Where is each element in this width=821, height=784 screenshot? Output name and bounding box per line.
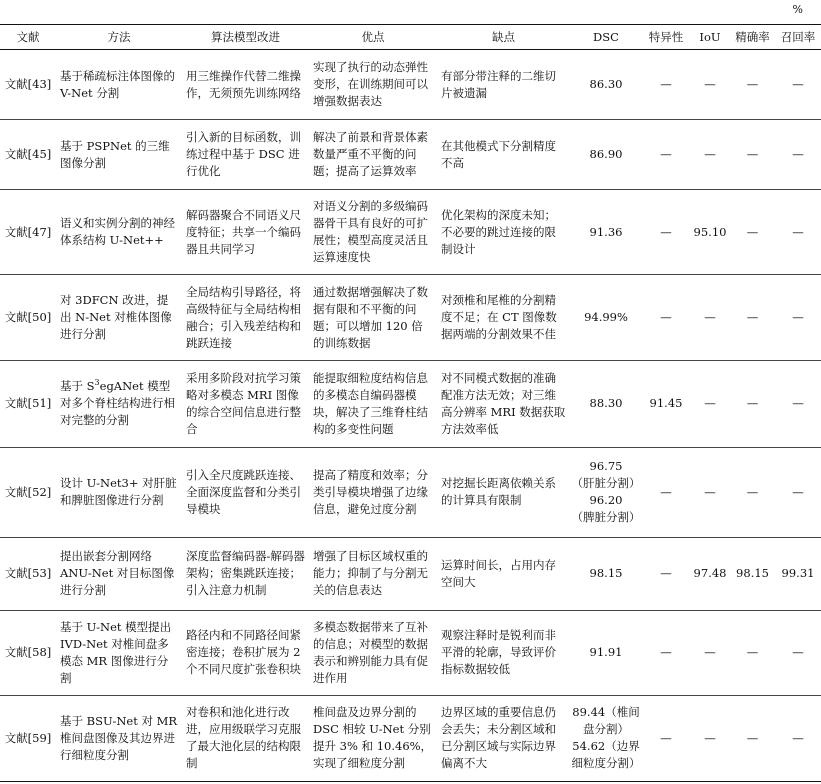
- advantages-cell: 通过数据增强解决了数据有限和不平衡的问题；可以增加 120 倍的训练数据: [313, 284, 428, 350]
- advantages-cell: 提高了精度和效率；分类引导模块增强了边缘信息，避免过度分割: [313, 467, 428, 516]
- specificity-cell: —: [660, 310, 672, 325]
- dsc-line: （肝脏分割）: [571, 476, 641, 491]
- table-row: [0, 275, 821, 361]
- method-cell: 设计 U-Net3+ 对肝脏和脾脏图像进行分割: [60, 476, 177, 508]
- recall-cell: —: [792, 484, 804, 499]
- header-recall: 召回率: [780, 29, 816, 44]
- header-ref: 文献: [16, 29, 40, 44]
- precision-cell: —: [746, 224, 759, 239]
- recall-cell: —: [792, 77, 804, 92]
- iou-cell: —: [704, 645, 716, 660]
- iou-cell: —: [704, 77, 716, 92]
- specificity-cell: —: [660, 566, 672, 581]
- disadvantages-cell: 边界区域的重要信息仍会丢失；未分割区域和已分割区域与实际边界偏离不大: [441, 705, 556, 771]
- table-row: [0, 190, 821, 275]
- specificity-cell: —: [660, 730, 672, 745]
- method-cell: 基于 BSU-Net 对 MR 椎间盘图像及其边界进行细粒度分割: [60, 713, 178, 762]
- dsc-line: （脾脏分割）: [571, 510, 641, 525]
- improvement-cell: 深度监督编码器-解码器架构；密集跳跃连接；引入注意力机制: [186, 549, 305, 598]
- unit-label: %: [792, 3, 803, 16]
- precision-cell: —: [746, 730, 759, 745]
- iou-cell: —: [704, 396, 716, 411]
- method-suffix: egANet 模型对多个脊柱结构进行相对完整的分割: [60, 379, 175, 428]
- improvement-cell: 用三维操作代替二维操作，无须预先训练网络: [186, 68, 301, 100]
- dsc-line: 细粒度分割）: [571, 756, 641, 771]
- dsc-line: 盘分割）: [583, 722, 629, 737]
- dsc-cell: 91.91: [589, 645, 623, 660]
- advantages-cell: 能提取细粒度结构信息的多模态自编码器模块，解决了三维脊柱结构的多变性问题: [313, 370, 428, 436]
- dsc-cell: 88.30: [589, 396, 623, 411]
- ref-cell: 文献[51]: [4, 396, 52, 411]
- dsc-cell: 86.30: [589, 77, 623, 92]
- specificity-cell: —: [660, 484, 672, 499]
- iou-cell: 95.10: [693, 224, 727, 239]
- table-row: [0, 361, 821, 447]
- dsc-line: 96.75: [589, 459, 623, 474]
- disadvantages-cell: 优化架构的深度未知；不必要的跳过连接的限制设计: [441, 207, 556, 256]
- dsc-cell: 86.90: [589, 147, 623, 162]
- comparison-table: [0, 24, 821, 782]
- disadvantages-cell: 运算时间长，占用内存空间大: [441, 557, 556, 589]
- disadvantages-cell: 对不同模式数据的准确配准方法无效；对三维高分辨率 MRI 数据获取方法效率低: [441, 370, 566, 436]
- table-row: [0, 447, 821, 537]
- precision-cell: —: [746, 147, 759, 162]
- improvement-cell: 全局结构引导路径，将高级特征与全局结构相融合；引入残差结构和跳跃连接: [186, 284, 301, 350]
- dsc-cell: [570, 695, 642, 781]
- improvement-cell: 解码器聚合不同语义尺度特征；共享一个编码器且共同学习: [186, 207, 301, 256]
- iou-cell: —: [704, 730, 716, 745]
- iou-cell: —: [704, 147, 716, 162]
- method-cell: 基于 U-Net 模型提出 IVD-Net 对椎间盘多模态 MR 图像进行分割: [60, 619, 172, 685]
- method-cell: 基于 PSPNet 的三维图像分割: [60, 138, 170, 170]
- dsc-cell: 91.36: [589, 224, 623, 239]
- specificity-cell: —: [660, 645, 672, 660]
- advantages-cell: 多模态数据带来了互补的信息；对模型的数据表示和辨别能力具有促进作用: [313, 619, 428, 685]
- table-row: [0, 610, 821, 695]
- recall-cell: —: [792, 396, 804, 411]
- disadvantages-cell: 对挖掘长距离依赖关系的计算具有限制: [441, 476, 556, 508]
- recall-cell: —: [792, 147, 804, 162]
- method-cell: [56, 361, 182, 447]
- improvement-cell: 路径内和不同路径间紧密连接；卷积扩展为 2 个不同尺度扩张卷积块: [186, 628, 301, 677]
- method-cell: 语义和实例分割的神经体系结构 U-Net++: [60, 216, 175, 248]
- ref-cell: 文献[52]: [4, 484, 52, 499]
- recall-cell: —: [792, 730, 804, 745]
- improvement-cell: 引入全尺度跳跃连接、全面深度监督和分类引导模块: [186, 467, 301, 516]
- specificity-cell: —: [660, 224, 672, 239]
- method-cell: 基于稀疏标注体图像的 V-Net 分割: [60, 68, 175, 100]
- advantages-cell: 解决了前景和背景体素数量严重不平衡的问题；提高了运算效率: [313, 130, 428, 179]
- method-cell: 对 3DFCN 改进，提出 N-Net 对椎体图像进行分割: [60, 293, 172, 342]
- improvement-cell: 引入新的目标函数，训练过程中基于 DSC 进行优化: [186, 130, 301, 179]
- disadvantages-cell: 对颈椎和尾椎的分割精度不足；在 CT 图像数据两端的分割效果不佳: [441, 293, 557, 342]
- table-row: [0, 695, 821, 781]
- method-prefix: 基于 S: [60, 379, 95, 394]
- improvement-cell: 对卷积和池化进行改进，应用级联学习克服了最大池化层的结构限制: [186, 705, 301, 771]
- header-disadvantages: 缺点: [492, 29, 515, 44]
- precision-cell: 98.15: [736, 566, 769, 581]
- dsc-line: 89.44（椎间: [572, 705, 640, 720]
- ref-cell: 文献[43]: [4, 77, 52, 92]
- dsc-cell: [570, 447, 642, 537]
- header-iou: IoU: [699, 29, 721, 44]
- ref-cell: 文献[50]: [4, 310, 52, 325]
- recall-cell: 99.31: [781, 566, 815, 581]
- specificity-cell: —: [660, 77, 672, 92]
- disadvantages-cell: 有部分带注释的二维切片被遗漏: [441, 68, 556, 100]
- precision-cell: —: [746, 77, 759, 92]
- header-precision: 精确率: [735, 29, 770, 44]
- precision-cell: —: [746, 396, 759, 411]
- ref-cell: 文献[45]: [4, 147, 52, 162]
- iou-cell: —: [704, 310, 716, 325]
- header-method: 方法: [107, 29, 131, 44]
- advantages-cell: 增强了目标区域权重的能力；抑制了与分割无关的信息表达: [313, 549, 428, 598]
- recall-cell: —: [792, 310, 804, 325]
- ref-cell: 文献[58]: [4, 645, 52, 660]
- header-improvement: 算法模型改进: [211, 29, 280, 44]
- dsc-line: 96.20: [589, 493, 623, 508]
- specificity-cell: —: [660, 147, 672, 162]
- recall-cell: —: [792, 224, 804, 239]
- improvement-cell: 采用多阶段对抗学习策略对多模态 MRI 图像的综合空间信息进行整合: [186, 370, 301, 436]
- precision-cell: —: [746, 310, 759, 325]
- ref-cell: 文献[59]: [4, 730, 52, 745]
- ref-cell: 文献[47]: [4, 224, 52, 239]
- dsc-cell: 94.99%: [584, 310, 628, 325]
- specificity-cell: 91.45: [649, 396, 683, 411]
- method-superscript: 3: [94, 378, 100, 388]
- disadvantages-cell: 观察注释时是锐利而非平滑的轮廓，导致评价指标数据较低: [441, 628, 556, 677]
- header-row: [0, 25, 821, 50]
- iou-cell: 97.48: [693, 566, 727, 581]
- advantages-cell: 椎间盘及边界分割的 DSC 相较 U-Net 分别提升 3% 和 10.46%，实现了细粒度分割: [313, 705, 433, 771]
- table-row: [0, 120, 821, 190]
- recall-cell: —: [792, 645, 804, 660]
- table-row: [0, 50, 821, 120]
- dsc-line: 54.62（边界: [572, 739, 640, 754]
- header-dsc: DSC: [593, 29, 619, 44]
- dsc-cell: 98.15: [589, 566, 623, 581]
- table-row: [0, 537, 821, 610]
- advantages-cell: 对语义分割的多级编码器骨干具有良好的可扩展性；模型高度灵活且运算速度快: [313, 199, 428, 265]
- method-cell: 提出嵌套分割网络 ANU-Net 对目标图像进行分割: [60, 549, 175, 598]
- header-advantages: 优点: [361, 29, 385, 44]
- iou-cell: —: [704, 484, 716, 499]
- advantages-cell: 实现了执行的动态弹性变形，在训练期间可以增强数据表达: [313, 60, 428, 109]
- ref-cell: 文献[53]: [4, 566, 52, 581]
- precision-cell: —: [746, 484, 759, 499]
- header-specificity: 特异性: [648, 29, 684, 44]
- precision-cell: —: [746, 645, 759, 660]
- disadvantages-cell: 在其他模式下分割精度不高: [441, 138, 556, 170]
